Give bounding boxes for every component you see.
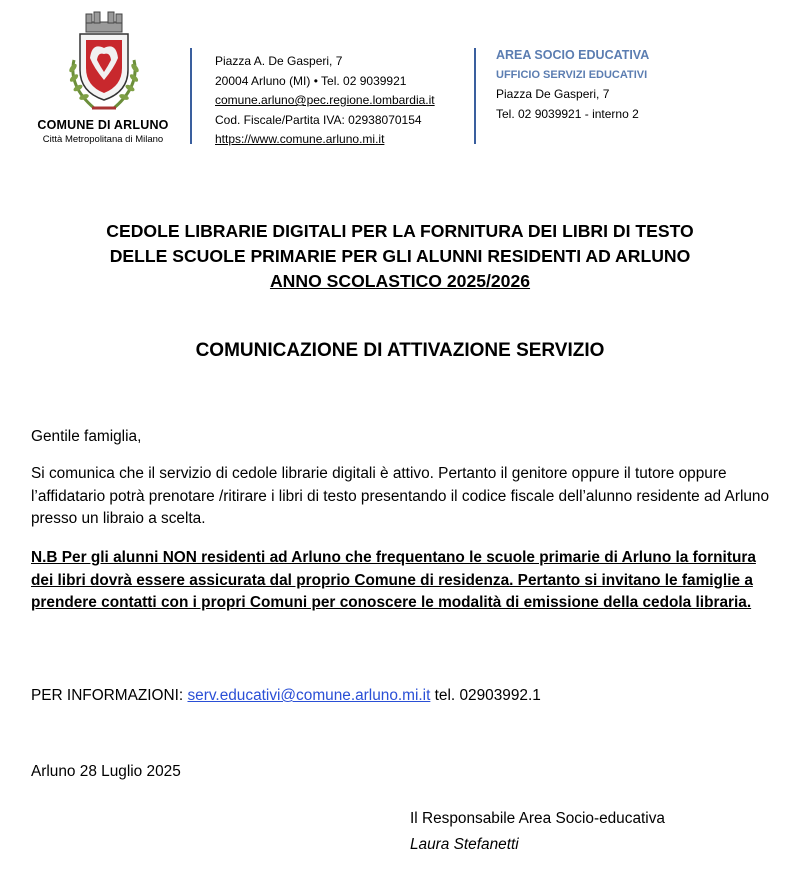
info-line [31,685,779,708]
signature-role: Il Responsabile Area Socio-educativa [410,810,665,827]
logo-subtitle: Città Metropolitana di Milano [42,134,164,145]
contact-address: Piazza A. De Gasperi, 7 [215,54,343,68]
department-area: AREA SOCIO EDUCATIVA [496,48,650,62]
info-phone: tel. 02903992.1 [434,687,541,704]
nb-notice: N.B Per gli alunni NON residenti ad Arluno che frequentano le scuole primarie di Arluno la fornitura dei libri dovrà essere assicurata dal proprio Comune di residenza. Pertanto si invitano le famiglie a prendere contatti con i propri Comuni per conoscere le modalità di emissione della cedola libraria. [31,549,756,611]
logo-name: COMUNE DI ARLUNO [37,118,169,132]
title-line-1: CEDOLE LIBRARIE DIGITALI PER LA FORNITURA DEI LIBRI DI TESTO [106,221,694,241]
info-email-link[interactable]: serv.educativi@comune.arluno.mi.it [187,687,431,704]
title-line-3-wrap [0,271,800,292]
department-office: UFFICIO SERVIZI EDUCATIVI [496,68,648,81]
header-divider-right [474,48,476,144]
contact-city-phone: 20004 Arluno (MI) • Tel. 02 9039921 [215,73,407,88]
department-address: Piazza De Gasperi, 7 [496,87,610,101]
header-divider-left [190,48,192,144]
signature-name: Laura Stefanetti [410,836,519,853]
contact-website-link[interactable]: https://www.comune.arluno.mi.it [215,132,385,146]
greeting: Gentile famiglia, [31,428,142,445]
title-line-2: DELLE SCUOLE PRIMARIE PER GLI ALUNNI RESIDENTI AD ARLUNO [109,246,691,266]
document-subtitle: COMUNICAZIONE DI ATTIVAZIONE SERVIZIO [195,340,605,361]
coat-of-arms-icon [64,8,144,116]
info-label: PER INFORMAZIONI: [31,687,184,704]
municipality-logo [28,8,178,148]
department-block [496,46,649,124]
document-date: Arluno 28 Luglio 2025 [31,763,181,780]
contact-block [215,52,435,150]
contact-pec-link[interactable]: comune.arluno@pec.regione.lombardia.it [215,93,435,107]
contact-fiscal-code: Cod. Fiscale/Partita IVA: 02938070154 [215,112,422,127]
body-paragraph: Si comunica che il servizio di cedole librarie digitali è attivo. Pertanto il genitore oppure il tutore oppure l’affidatario potrà prenotare /ritirare i libri di testo presentando il codice fiscale dell’alunno residente ad Arluno presso un libraio a scelta. [31,465,770,527]
department-phone: Tel. 02 9039921 - interno 2 [496,106,639,121]
title-line-3: ANNO SCOLASTICO 2025/2026 [269,271,531,291]
